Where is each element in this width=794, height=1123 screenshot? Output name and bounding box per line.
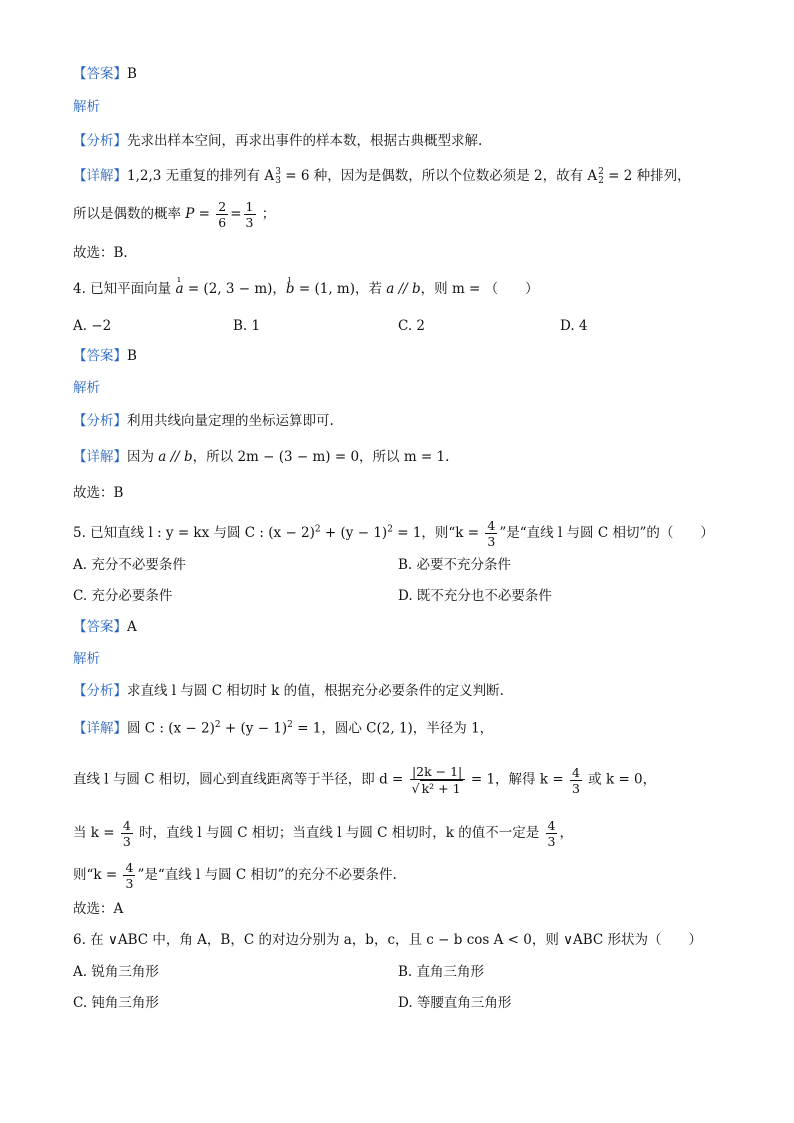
q5-option-b: B. 必要不充分条件 [398,557,512,573]
q4-guxuan [73,483,123,503]
xiangjie-text: = 6 种，因为是偶数，所以个位数必须是 2，故有 A [280,168,598,184]
q3-jiexi [73,97,100,117]
prob-symbol: P = [185,206,210,222]
q5-xiangjie-line4 [73,860,397,891]
q3-fenxi [73,131,482,151]
xiangjie-text: + (y − 1) [220,720,288,737]
fraction-4-3 [485,518,497,549]
q5-xiangjie-line2 [73,764,656,796]
fraction-4-3 [546,818,558,849]
square-sup: 2 [287,720,293,730]
answer-tag: 【答案】 [73,66,127,82]
xiangjie-text: ”是“直线 l 与圆 C 相切”的充分不必要条件. [137,867,397,883]
parallel-expr: a // b [386,281,421,297]
jiexi-label: 解析 [73,380,100,396]
jiexi-label: 解析 [73,651,100,667]
guxuan-text: 故选：B. [73,245,128,261]
frac-den: 3 [487,534,496,549]
frac-num: 1 [245,199,254,214]
q5-answer [73,617,137,637]
fraction-1-3 [244,199,256,230]
q4-fenxi [73,411,334,431]
parallel-expr: a // b [158,449,193,465]
square-sup: 2 [314,524,321,535]
fenxi-text: 求直线 l 与圆 C 相切时 k 的值，根据充分必要条件的定义判断. [127,683,504,699]
vector-b: ı b [286,279,295,299]
fenxi-text: 先求出样本空间，再求出事件的样本数，根据古典概型求解. [127,133,483,149]
fraction-4-3 [123,860,135,891]
stem-text: = (1, m)，若 [294,281,387,297]
q6-option-c: C. 钝角三角形 [73,995,159,1011]
frac-num: 4 [487,518,496,533]
q5-fenxi [73,681,504,701]
q4-answer [73,346,137,366]
fraction-2-6 [216,199,228,230]
xiangjie-text: 或 k = 0， [583,771,657,788]
answer-value: B [127,348,137,364]
xiangjie-text: ； [257,206,276,222]
q3-xiangjie-line1 [73,166,691,186]
q3-guxuan [73,243,128,263]
stem-text: ”是“直线 l 与圆 C 相切”的（ ） [499,525,714,541]
q5-xiangjie-line1 [73,715,493,739]
frac-den: 3 [571,780,580,796]
xiangjie-text: = 1，解得 k = [466,771,568,788]
answer-value: B [127,66,137,82]
q5-stem [73,518,714,549]
q4-option-d: D. 4 [560,318,588,334]
guxuan-text: 故选：A [73,901,124,917]
jiexi-label: 解析 [73,99,100,115]
xiangjie-tag: 【详解】 [73,720,127,737]
perm-sup: 3 [275,166,281,177]
frac-den: 3 [122,834,131,849]
stem-text: 4. 已知平面向量 [73,281,176,297]
xiangjie-text: 则“k = [73,867,122,883]
answer-value: A [127,619,137,635]
xiangjie-tag: 【详解】 [73,449,127,465]
q3-answer [73,64,137,84]
fenxi-tag: 【分析】 [73,413,127,429]
perm-sub: 3 [275,175,281,186]
frac-den: 3 [245,215,254,230]
q4-jiexi [73,378,100,398]
stem-text: = (2, 3 − m)， [183,281,286,297]
perm-sub: 2 [598,175,604,186]
frac-num: 4 [125,860,134,875]
answer-tag: 【答案】 [73,348,127,364]
frac-num: 4 [571,764,580,780]
xiangjie-tag: 【详解】 [73,168,127,184]
xiangjie-text: 时，直线 l 与圆 C 相切；当直线 l 与圆 C 相切时，k 的值不一定是 [134,825,544,841]
frac-den: √ k² + 1 [411,781,461,796]
stem-text: 6. 在 ∨ABC 中，角 A，B，C 的对边分别为 a，b，c，且 c − b cos A < 0，则 ∨ABC 形状为（ ） [73,932,703,948]
perm-sup: 2 [598,166,604,177]
frac-num: 2 [218,199,227,214]
xiangjie-text: 当 k = [73,825,119,841]
frac-den: 3 [547,834,556,849]
stem-text: + (y − 1) [320,525,388,541]
frac-den: 6 [218,215,227,230]
q4-option-c: C. 2 [398,318,426,334]
xiangjie-text: 圆 C : (x − 2) [127,720,215,737]
square-sup: 2 [214,720,221,730]
guxuan-text: 故选：B [73,485,124,501]
stem-text: = 1，则“k = [392,525,484,541]
frac-num: 4 [122,818,131,833]
answer-tag: 【答案】 [73,619,127,635]
q4-option-a: A. −2 [73,318,112,334]
xiangjie-text: 因为 [127,449,159,465]
square-sup: 2 [387,524,393,535]
q4-xiangjie [73,447,449,467]
q4-option-b: B. 1 [233,318,261,334]
vector-a: ı a [175,279,183,299]
q5-xiangjie-line3 [73,818,573,849]
fraction-4-3 [121,818,133,849]
fenxi-tag: 【分析】 [73,683,127,699]
fraction-4-3 [570,765,582,796]
q6-option-a: A. 锐角三角形 [73,964,159,980]
fenxi-tag: 【分析】 [73,133,127,149]
frac-num: |2k − 1| [410,764,465,780]
q5-jiexi [73,649,100,669]
stem-text: 5. 已知直线 l : y = kx 与圆 C : (x − 2) [73,525,315,541]
q6-stem [73,930,702,950]
xiangjie-text: = 2 种排列， [603,168,691,184]
frac-num: 4 [547,818,556,833]
xiangjie-text: 1,2,3 无重复的排列有 A [127,168,275,184]
xiangjie-text: 所以是偶数的概率 [73,206,186,222]
q4-stem [73,279,539,299]
xiangjie-text: = 1，圆心 C(2, 1)，半径为 1， [292,720,494,737]
q5-option-c: C. 充分必要条件 [73,588,173,604]
distance-fraction [410,764,465,796]
q3-xiangjie-line2: 所以是偶数的概率 P = $\frac{2}{6}$ = $\frac{1}{3}$ ； [73,199,276,230]
fenxi-text: 利用共线向量定理的坐标运算即可. [127,413,334,429]
q5-option-a: A. 充分不必要条件 [73,557,186,573]
q6-option-b: B. 直角三角形 [398,964,485,980]
xiangjie-text: ， [559,825,573,841]
xiangjie-text: 直线 l 与圆 C 相切，圆心到直线距离等于半径，即 d = [73,771,408,788]
frac-den: 3 [125,876,134,891]
stem-text: ，则 m = （ ） [420,281,539,297]
q6-option-d: D. 等腰直角三角形 [398,995,512,1011]
q5-guxuan [73,899,123,919]
xiangjie-text: ，所以 2m − (3 − m) = 0，所以 m = 1. [192,449,450,465]
q5-option-d: D. 既不充分也不必要条件 [398,588,552,604]
sqrt-content: k² + 1 [421,781,461,796]
